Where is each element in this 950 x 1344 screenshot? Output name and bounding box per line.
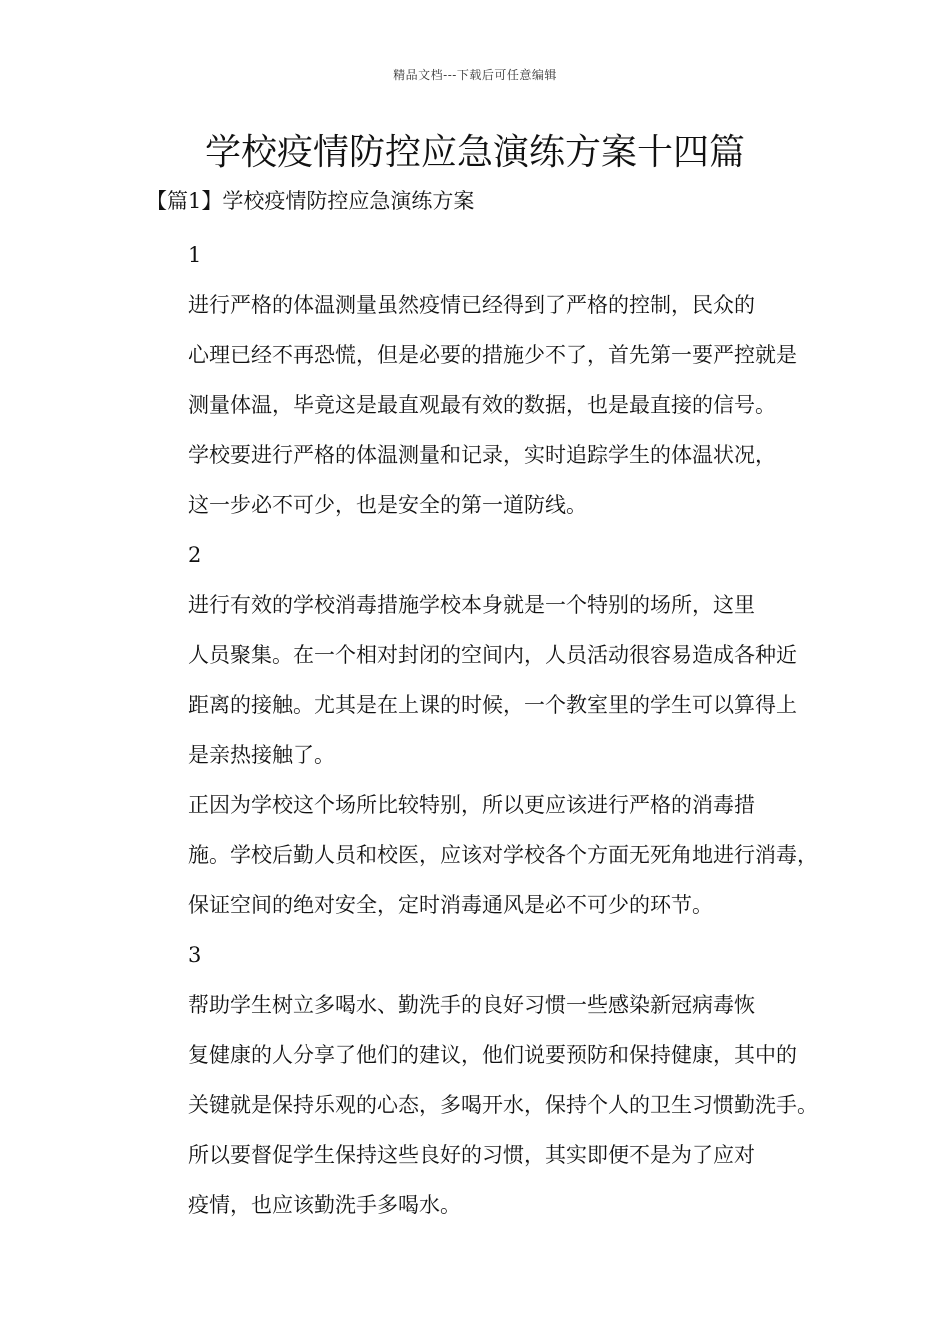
paragraph-line: 疫情，也应该勤洗手多喝水。 (188, 1193, 461, 1217)
section-number: 3 (188, 943, 202, 967)
paragraph-line: 进行有效的学校消毒措施学校本身就是一个特别的场所，这里 (188, 593, 755, 617)
section-number: 2 (188, 543, 202, 567)
paragraph-line: 施。学校后勤人员和校医，应该对学校各个方面无死角地进行消毒， (188, 843, 818, 867)
paragraph (146, 580, 822, 780)
paragraph-line: 人员聚集。在一个相对封闭的空间内，人员活动很容易造成各种近 (188, 643, 797, 667)
paragraph-line: 心理已经不再恐慌，但是必要的措施少不了，首先第一要严控就是 (188, 343, 797, 367)
document-title: 学校疫情防控应急演练方案十四篇 (204, 132, 745, 173)
header-note: 精品文档---下载后可任意编辑 (393, 68, 557, 82)
paragraph-line: 这一步必不可少，也是安全的第一道防线。 (188, 493, 587, 517)
paragraph (146, 430, 822, 530)
section-number: 1 (188, 243, 202, 267)
paragraph-line: 学校要进行严格的体温测量和记录，实时追踪学生的体温状况， (188, 443, 776, 467)
paragraph-line: 距离的接触。尤其是在上课的时候，一个教室里的学生可以算得上 (188, 693, 797, 717)
paragraph (146, 780, 822, 930)
paragraph (146, 1130, 822, 1230)
paragraph-line: 测量体温，毕竟这是最直观最有效的数据，也是最直接的信号。 (188, 393, 776, 417)
document-body (146, 230, 822, 1230)
paragraph-line: 关键就是保持乐观的心态，多喝开水，保持个人的卫生习惯勤洗手。 (188, 1093, 818, 1117)
paragraph-line: 是亲热接触了。 (188, 743, 335, 767)
paragraph-line: 复健康的人分享了他们的建议，他们说要预防和保持健康，其中的 (188, 1043, 797, 1067)
paragraph-line: 保证空间的绝对安全，定时消毒通风是必不可少的环节。 (188, 893, 713, 917)
paragraph (146, 980, 822, 1130)
paragraph-line: 正因为学校这个场所比较特别，所以更应该进行严格的消毒措 (188, 793, 755, 817)
paragraph-line: 帮助学生树立多喝水、勤洗手的良好习惯一些感染新冠病毒恢 (188, 993, 755, 1017)
paragraph-line: 所以要督促学生保持这些良好的习惯，其实即便不是为了应对 (188, 1143, 755, 1167)
paragraph (146, 280, 822, 430)
section-heading: 【篇1】学校疫情防控应急演练方案 (146, 189, 475, 213)
paragraph-line: 进行严格的体温测量虽然疫情已经得到了严格的控制，民众的 (188, 293, 755, 317)
